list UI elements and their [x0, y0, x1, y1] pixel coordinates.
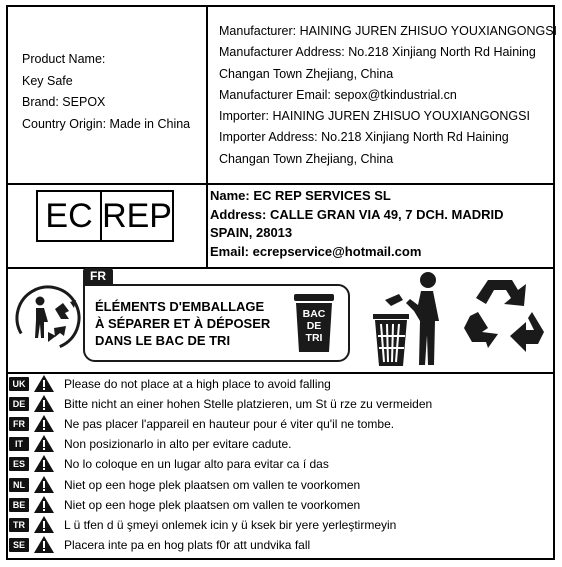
- lang-badge: TR: [9, 518, 29, 532]
- warning-row-es: [9, 454, 329, 473]
- warning-triangle-icon: [34, 476, 54, 493]
- warning-row-se: [9, 535, 310, 554]
- triman-info-box: [83, 284, 350, 362]
- lang-badge: IT: [9, 437, 29, 451]
- divider-vertical-2: [206, 185, 208, 267]
- triman-line-1: ÉLÉMENTS D'EMBALLAGE: [95, 299, 265, 314]
- warning-text: Placera inte pa en hog plats f0r att undvika fall: [64, 537, 311, 552]
- warning-text: Please do not place at a high place to avoid falling: [64, 376, 331, 391]
- warning-row-uk: [9, 374, 331, 393]
- warning-row-nl: [9, 475, 360, 494]
- ec-rep-left: EC: [45, 196, 93, 235]
- divider-vertical: [206, 7, 208, 183]
- manufacturer-email: Manufacturer Email: sepox@tkindustrial.cn: [219, 87, 457, 102]
- brand: Brand: SEPOX: [22, 95, 106, 109]
- warning-text: No lo coloque en un lugar alto para evitar ca í das: [64, 456, 329, 471]
- warning-text: Non posizionarlo in alto per evitare cadute.: [64, 436, 292, 451]
- warning-row-de: [9, 394, 432, 413]
- recycle-icon: [458, 272, 552, 364]
- warning-triangle-icon: [34, 455, 54, 472]
- bin-label-2: DE: [306, 320, 322, 332]
- product-name-label: Product Name:: [22, 52, 106, 66]
- triman-text: [95, 298, 270, 349]
- warning-row-it: [9, 434, 291, 453]
- lang-badge: FR: [9, 417, 29, 431]
- ec-rep-info: [210, 187, 504, 261]
- warning-triangle-icon: [34, 435, 54, 452]
- importer-name: Importer: HAINING JUREN ZHISUO YOUXIANGONGSI: [219, 109, 530, 124]
- warning-text: Niet op een hoge plek plaatsen om vallen te voorkomen: [64, 497, 361, 512]
- triman-line-3: DANS LE BAC DE TRI: [95, 333, 231, 348]
- warning-triangle-icon: [34, 375, 54, 392]
- lang-badge: NL: [9, 478, 29, 492]
- ec-rep-email: Email: ecrepservice@hotmail.com: [210, 243, 422, 259]
- ec-rep-address: Address: CALLE GRAN VIA 49, 7 DCH. MADRID: [210, 206, 504, 222]
- triman-country-tag: FR: [83, 268, 113, 284]
- bin-label-1: BAC: [302, 308, 326, 320]
- warning-text: Bitte nicht an einer hohen Stelle platzieren, um St ü rze zu vermeiden: [64, 396, 433, 411]
- warning-row-fr: [9, 414, 394, 433]
- manufacturer-name: Manufacturer: HAINING JUREN ZHISUO YOUXIANGONGSI: [219, 24, 558, 38]
- ec-rep-right: REP: [100, 192, 172, 240]
- warning-triangle-icon: [34, 496, 54, 513]
- product-name-value: Key Safe: [22, 73, 73, 88]
- warning-row-tr: [9, 515, 396, 534]
- product-info: [22, 49, 190, 135]
- triman-icon: [12, 282, 84, 354]
- importer-address: Importer Address: No.218 Xinjiang North Rd Haining: [219, 130, 509, 145]
- triman-line-2: À SÉPARER ET À DÉPOSER: [95, 316, 271, 331]
- warning-triangle-icon: [34, 415, 54, 432]
- lang-badge: ES: [9, 457, 29, 471]
- warning-triangle-icon: [34, 536, 54, 553]
- manufacturer-info: [219, 21, 557, 170]
- manufacturer-address-cont: Changan Town Zhejiang, China: [219, 66, 394, 81]
- divider-1: [8, 183, 553, 185]
- lang-badge: UK: [9, 377, 29, 391]
- ec-rep-name: Name: EC REP SERVICES SL: [210, 188, 391, 203]
- ec-rep-address-cont: SPAIN, 28013: [210, 225, 293, 240]
- country-origin: Country Origin: Made in China: [22, 116, 191, 131]
- warning-text: Ne pas placer l'appareil en hauteur pour é viter qu'il ne tombe.: [64, 416, 395, 431]
- manufacturer-address: Manufacturer Address: No.218 Xinjiang North Rd Haining: [219, 45, 536, 60]
- warning-row-be: [9, 495, 360, 514]
- tidy-man-icon: [367, 270, 453, 368]
- warning-text: L ü tfen d ü şmeyi onlemek icin y ü ksek bir yere yerleştirmeyin: [64, 517, 397, 532]
- importer-address-cont: Changan Town Zhejiang, China: [219, 151, 394, 166]
- lang-badge: SE: [9, 538, 29, 552]
- bin-label-3: TRI: [305, 332, 323, 344]
- warning-triangle-icon: [34, 395, 54, 412]
- ec-rep-symbol: [36, 190, 174, 242]
- lang-badge: DE: [9, 397, 29, 411]
- lang-badge: BE: [9, 498, 29, 512]
- warning-triangle-icon: [34, 516, 54, 533]
- bin-label: [288, 308, 340, 344]
- warning-text: Niet op een hoge plek plaatsen om vallen te voorkomen: [64, 477, 361, 492]
